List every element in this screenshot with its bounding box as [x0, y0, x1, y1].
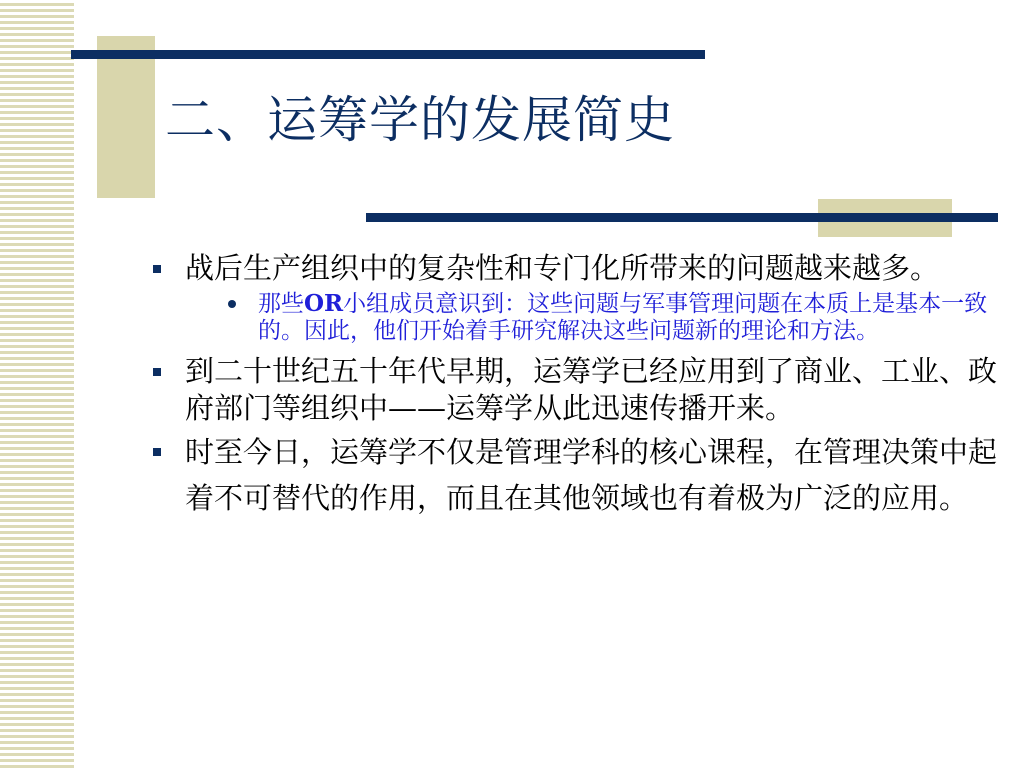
sub-bullet-text-pre: 那些 [258, 291, 304, 317]
title-accent-block [97, 36, 155, 198]
bullet-item-1 [150, 250, 1008, 345]
square-bullet-icon [153, 265, 161, 273]
round-bullet-icon [228, 300, 236, 308]
bullet-text: 时至今日，运筹学不仅是管理学科的核心课程，在管理决策中起着不可替代的作用，而且在其他领域也有着极为广泛的应用。 [185, 435, 998, 515]
bullet-item-3 [150, 429, 1008, 521]
title-bottom-rule [366, 213, 998, 222]
sub-bullet-item [225, 290, 1008, 345]
slide-title: 二、运筹学的发展简史 [165, 91, 675, 149]
bullet-text: 战后生产组织中的复杂性和专门化所带来的问题越来越多。 [185, 251, 940, 285]
sub-bullet-text-bold: OR [304, 290, 344, 317]
sub-bullet-text-post: 小组成员意识到：这些问题与军事管理问题在本质上是基本一致的。因此，他们开始着手研究解决这些问题新的理论和方法。 [258, 291, 988, 344]
title-top-rule [71, 50, 705, 59]
sub-bullet-list [185, 290, 1008, 345]
left-stripe-decoration [0, 0, 74, 768]
square-bullet-icon [153, 368, 161, 376]
bullet-text: 到二十世纪五十年代早期，运筹学已经应用到了商业、工业、政府部门等组织中——运筹学从此迅速传播开来。 [185, 354, 998, 425]
square-bullet-icon [153, 448, 161, 456]
bullet-item-2 [150, 353, 1008, 427]
bullet-list [150, 250, 1008, 521]
